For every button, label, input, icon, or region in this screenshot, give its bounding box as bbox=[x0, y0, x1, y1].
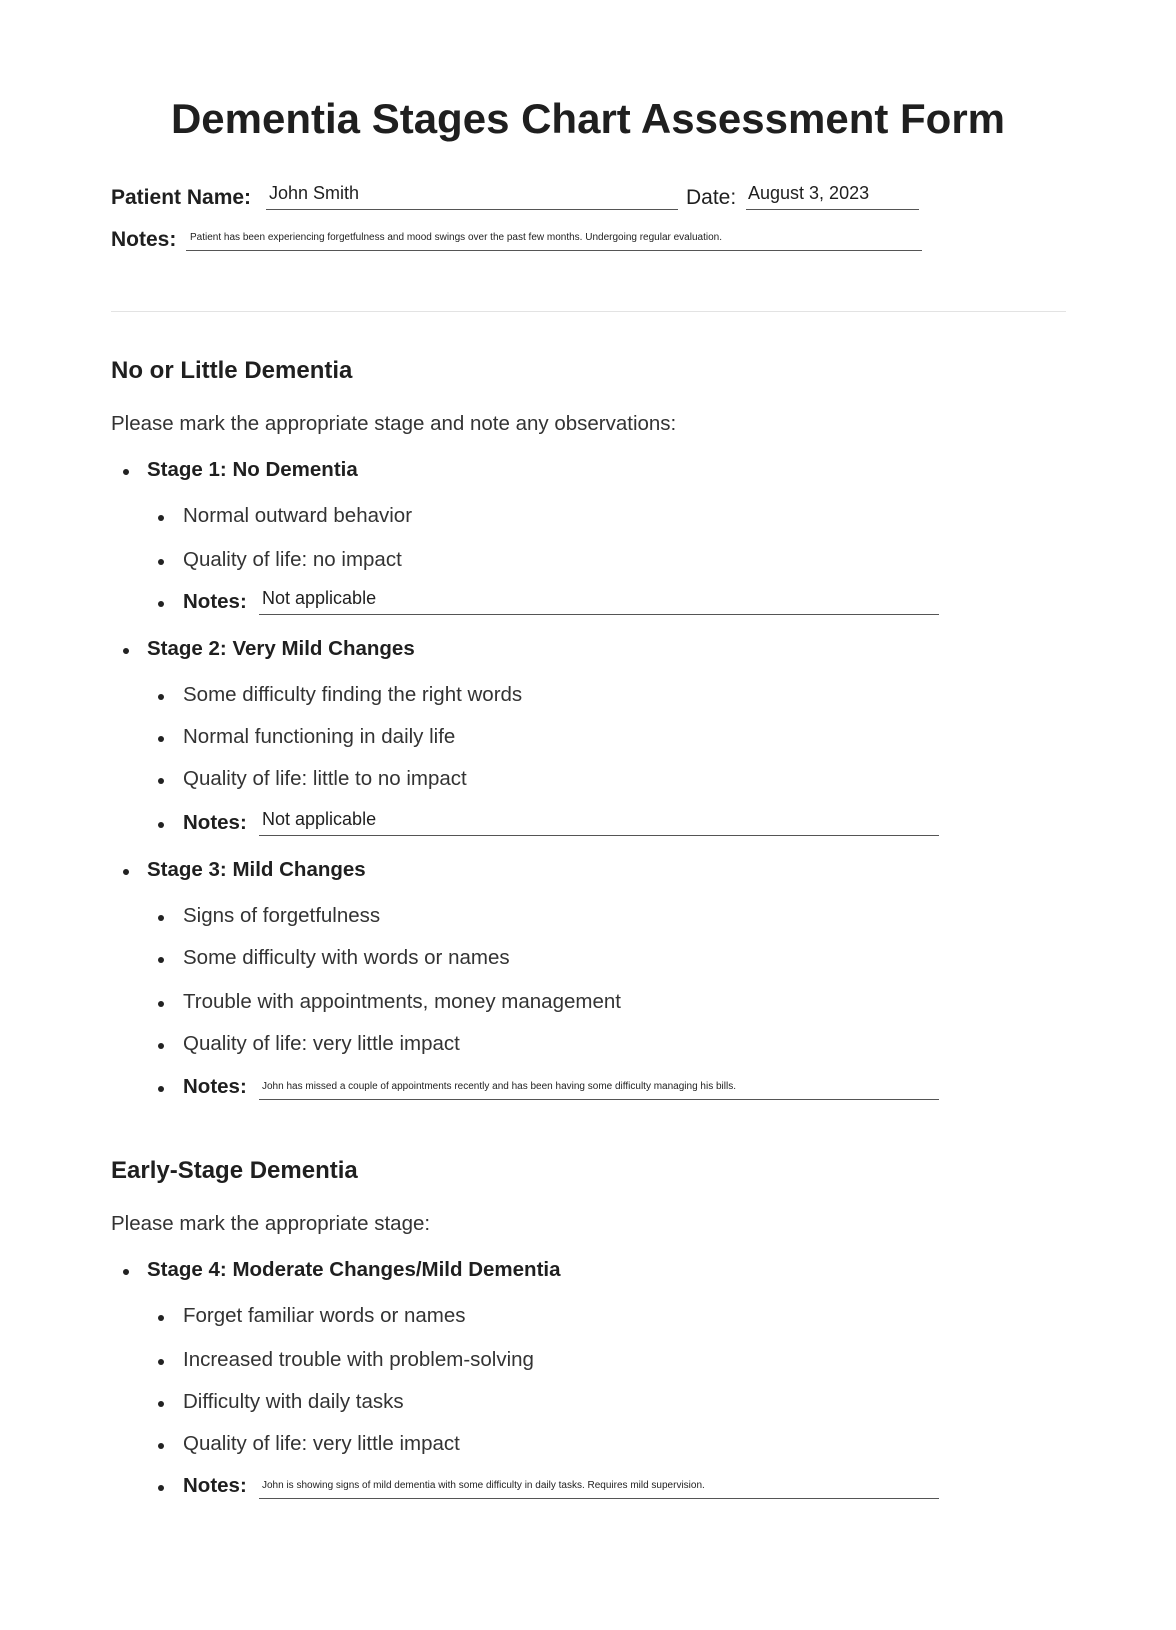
bullet-icon bbox=[158, 736, 164, 742]
stage-4-notes-label: Notes: bbox=[183, 1474, 247, 1497]
list-item: Normal functioning in daily life bbox=[183, 725, 456, 748]
bullet-icon bbox=[158, 601, 164, 607]
bullet-icon bbox=[158, 915, 164, 921]
section-divider bbox=[111, 311, 1066, 312]
bullet-icon bbox=[158, 1043, 164, 1049]
list-item: Quality of life: very little impact bbox=[183, 1432, 460, 1455]
bullet-icon bbox=[158, 1086, 164, 1092]
stage-4-notes-value: John is showing signs of mild dementia with some difficulty in daily tasks. Requires mild supervision. bbox=[262, 1480, 705, 1491]
bullet-icon bbox=[158, 822, 164, 828]
stage-4-label: Stage 4: Moderate Changes/Mild Dementia bbox=[147, 1258, 561, 1281]
list-item: Quality of life: little to no impact bbox=[183, 767, 467, 790]
bullet-icon bbox=[123, 1269, 129, 1275]
stage-3-notes-value: John has missed a couple of appointments recently and has been having some difficulty managing his bills. bbox=[262, 1081, 736, 1092]
notes-value: Patient has been experiencing forgetfulness and mood swings over the past few months. Undergoing regular evaluation. bbox=[190, 232, 722, 243]
bullet-icon bbox=[123, 869, 129, 875]
bullet-icon bbox=[158, 559, 164, 565]
list-item: Trouble with appointments, money management bbox=[183, 990, 621, 1013]
stage-2-label: Stage 2: Very Mild Changes bbox=[147, 637, 415, 660]
bullet-icon bbox=[158, 1315, 164, 1321]
bullet-icon bbox=[158, 1001, 164, 1007]
list-item: Quality of life: very little impact bbox=[183, 1032, 460, 1055]
patient-name-label: Patient Name: bbox=[111, 186, 252, 209]
list-item: Signs of forgetfulness bbox=[183, 904, 381, 927]
date-label: Date: bbox=[686, 186, 737, 209]
page-title: Dementia Stages Chart Assessment Form bbox=[170, 95, 1006, 142]
bullet-icon bbox=[123, 469, 129, 475]
section-title-early-stage-dementia: Early-Stage Dementia bbox=[111, 1157, 358, 1184]
list-item: Forget familiar words or names bbox=[183, 1304, 466, 1327]
bullet-icon bbox=[158, 957, 164, 963]
stage-2-notes-value: Not applicable bbox=[262, 809, 377, 829]
bullet-icon bbox=[158, 1401, 164, 1407]
list-item: Some difficulty finding the right words bbox=[183, 683, 523, 706]
patient-name-value: John Smith bbox=[269, 183, 360, 203]
bullet-icon bbox=[158, 1359, 164, 1365]
list-item: Difficulty with daily tasks bbox=[183, 1390, 404, 1413]
bullet-icon bbox=[158, 515, 164, 521]
stage-1-label: Stage 1: No Dementia bbox=[147, 458, 358, 481]
section-intro: Please mark the appropriate stage and note any observations: bbox=[111, 412, 677, 435]
bullet-icon bbox=[158, 694, 164, 700]
stage-3-label: Stage 3: Mild Changes bbox=[147, 858, 366, 881]
stage-1-notes-value: Not applicable bbox=[262, 588, 377, 608]
section-title-no-or-little-dementia: No or Little Dementia bbox=[111, 357, 353, 384]
bullet-icon bbox=[123, 648, 129, 654]
bullet-icon bbox=[158, 1485, 164, 1491]
list-item: Quality of life: no impact bbox=[183, 548, 402, 571]
bullet-icon bbox=[158, 778, 164, 784]
stage-3-notes-label: Notes: bbox=[183, 1075, 247, 1098]
stage-1-notes-label: Notes: bbox=[183, 590, 247, 613]
bullet-icon bbox=[158, 1443, 164, 1449]
date-value: August 3, 2023 bbox=[748, 183, 870, 203]
list-item: Increased trouble with problem-solving bbox=[183, 1348, 534, 1371]
section-intro: Please mark the appropriate stage: bbox=[111, 1212, 431, 1235]
notes-label: Notes: bbox=[111, 228, 177, 251]
stage-2-notes-label: Notes: bbox=[183, 811, 247, 834]
list-item: Some difficulty with words or names bbox=[183, 946, 510, 969]
list-item: Normal outward behavior bbox=[183, 504, 413, 527]
